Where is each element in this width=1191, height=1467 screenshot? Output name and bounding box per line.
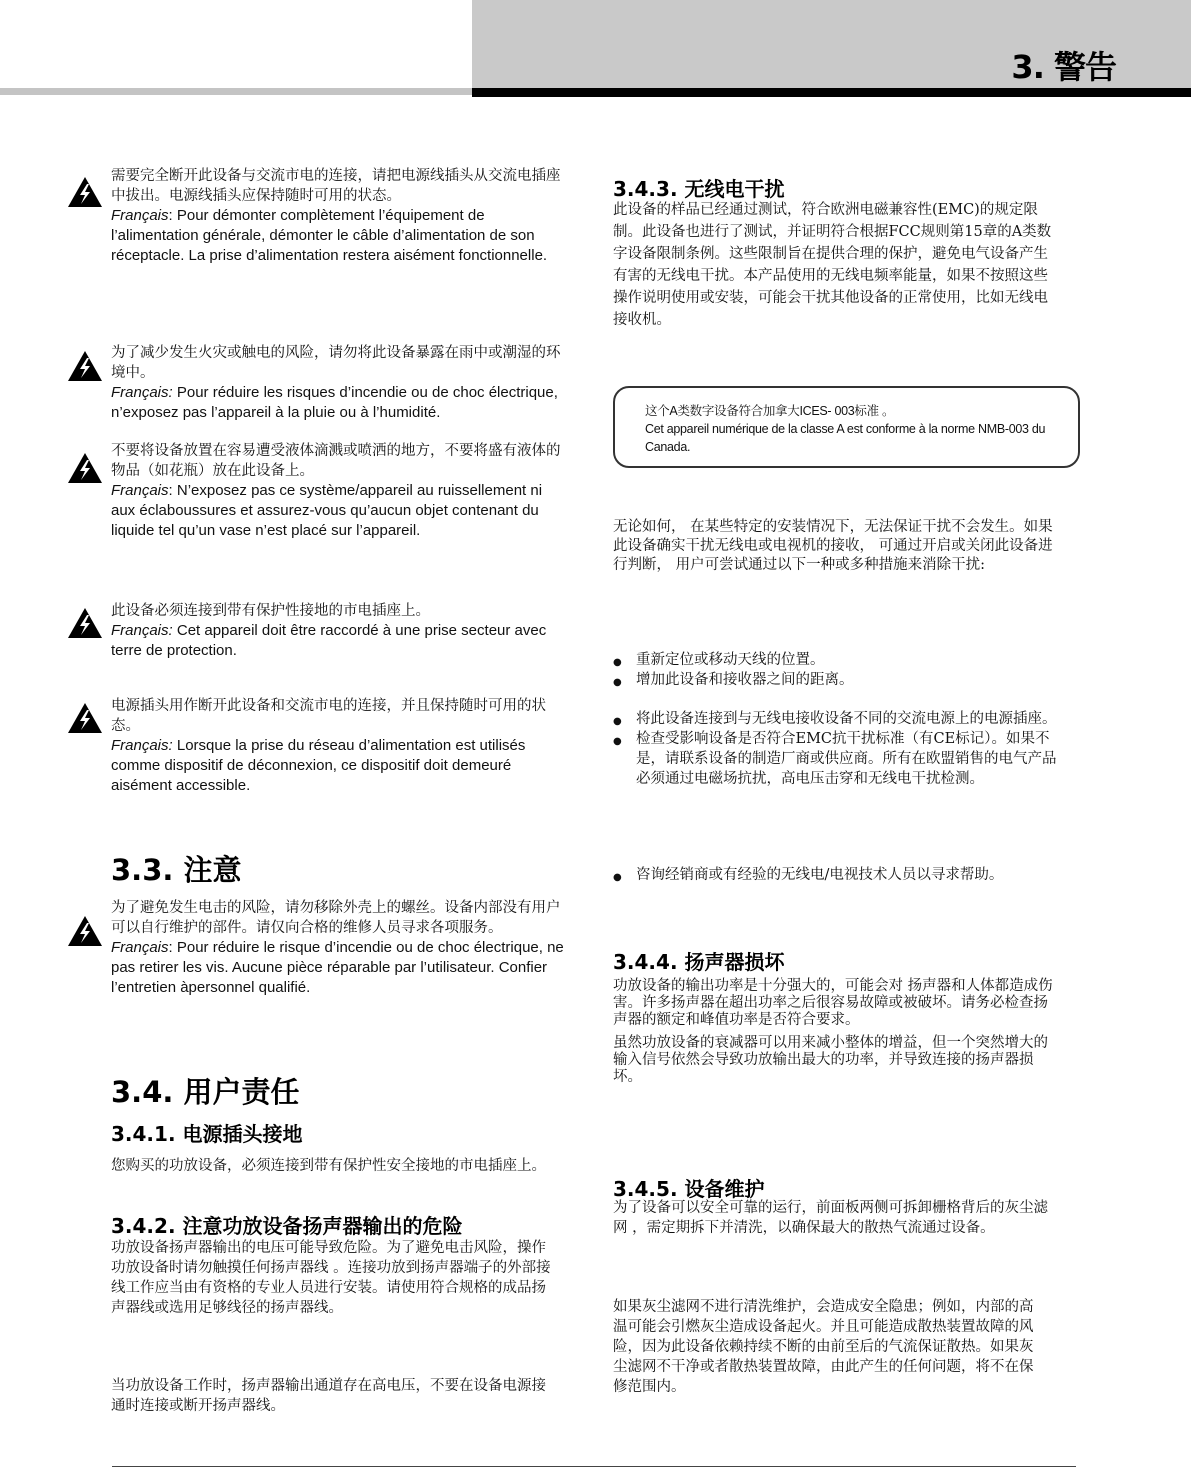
warning-3 xyxy=(111,441,569,541)
section-3-4-3-p2: 无论如何， 在某些特定的安装情况下，无法保证干扰不会发生。如果此设备确实干扰无线电或电视机的接收， 可通过开启或关闭此设备进行判断， 用户可尝试通过以下一种或多种措施来消除干扰: xyxy=(613,519,1053,573)
section-3-4-2-p2: 当功放设备工作时，扬声器输出通道存在高电压，不要在设备电源接通时连接或断开扬声器线。 xyxy=(111,1378,546,1414)
warning-1-zh: 需要完全断开此设备与交流市电的连接，请把电源线插头从交流电插座中拔出。电源线插头应保持随时可用的状态。 xyxy=(111,168,561,204)
list-item: ● 增加此设备和接收器之间的距离。 xyxy=(613,670,1063,690)
page-title: 3. 警告 xyxy=(1011,48,1116,86)
warning-icon xyxy=(67,702,103,734)
section-3-4-1-text: 您购买的功放设备，必须连接到带有保护性安全接地的市电插座上。 xyxy=(111,1158,546,1174)
canada-notice-zh: 这个A类数字设备符合加拿大ICES- 003标准 。 xyxy=(645,404,895,418)
list-item: ● 将此设备连接到与无线电接收设备不同的交流电源上的电源插座。 xyxy=(613,709,1063,729)
list-item: ● 重新定位或移动天线的位置。 xyxy=(613,650,1063,670)
warning-5 xyxy=(111,696,569,796)
section-3-4-5-heading: 3.4.5. 设备维护 xyxy=(613,1177,765,1201)
warning-icon xyxy=(67,176,103,208)
list-item: ● 咨询经销商或有经验的无线电/电视技术人员以寻求帮助。 xyxy=(613,865,1063,885)
caution-fr: Français: Pour réduire le risque d’incendie ou de choc électrique, ne pas retirer les vis. Aucune pièce réparable par l’utilisateur. Confier l’entretien àpersonnel qualifié. xyxy=(111,939,564,996)
warning-5-fr: Français: Lorsque la prise du réseau d’alimentation est utilisés comme dispositif de déconnexion, ce dispositif doit demeuré aisément accessible. xyxy=(111,737,526,794)
header-rule xyxy=(0,88,472,95)
section-3-4-5-p2: 如果灰尘滤网不进行清洗维护，会造成安全隐患；例如，内部的高温可能会引燃灰尘造成设备起火。并且可能造成散热装置故障的风险，因为此设备依赖持续不断的由前至后的气流保证散热。如果灰尘滤网不干净或者散热装置故障，由此产生的任何问题，将不在保修范围内。 xyxy=(613,1299,1034,1395)
section-3-4-5-p1: 为了设备可以安全可靠的运行，前面板两侧可拆卸栅格背后的灰尘滤网 ，需定期拆下并清洗，以确保最大的散热气流通过设备。 xyxy=(613,1200,1048,1236)
section-3-4-4-heading: 3.4.4. 扬声器损坏 xyxy=(613,950,785,974)
section-3-4-2-p1: 功放设备扬声器输出的电压可能导致危险。为了避免电击风险，操作功放设备时请勿触摸任何扬声器线 。连接功放到扬声器端子的外部接线工作应当由有资格的专业人员进行安装。请使用符合规格的成品扬声器线或选用足够线径的扬声器线。 xyxy=(111,1240,551,1316)
warning-icon xyxy=(67,915,103,947)
warning-icon xyxy=(67,607,103,639)
section-3-4-2-heading: 3.4.2. 注意功放设备扬声器输出的危险 xyxy=(111,1214,463,1238)
warning-5-zh: 电源插头用作断开此设备和交流市电的连接，并且保持随时可用的状态。 xyxy=(111,698,546,734)
section-3-4-4-p1: 功放设备的输出功率是十分强大的，可能会对 扬声器和人体都造成伤害。许多扬声器在超出功率之后很容易故障或被破坏。请务必检查扬声器的额定和峰值功率是否符合要求。 xyxy=(613,978,1053,1028)
canada-notice-fr: Cet appareil numérique de la classe A est conforme à la norme NMB-003 du Canada. xyxy=(645,422,1046,454)
canada-notice-box xyxy=(613,386,1080,468)
section-3-3-heading: 3.3. 注意 xyxy=(111,853,242,887)
warning-2-zh: 为了减少发生火灾或触电的风险，请勿将此设备暴露在雨中或潮湿的环境中。 xyxy=(111,345,561,381)
section-3-4-4-p2: 虽然功放设备的衰减器可以用来减小整体的增益，但一个突然增大的输入信号依然会导致功放输出最大的功率，并导致连接的扬声器损坏。 xyxy=(613,1035,1048,1085)
warning-4-fr: Français: Cet appareil doit être raccordé à une prise secteur avec terre de protection. xyxy=(111,622,547,659)
caution-text xyxy=(111,898,566,998)
interference-list-c xyxy=(613,865,1063,885)
interference-list-b xyxy=(613,709,1063,789)
warning-4 xyxy=(111,601,563,661)
list-item: ● 检查受影响设备是否符合EMC抗干扰标准（有CE标记）。如果不是，请联系设备的制造厂商或供应商。所有在欧盟销售的电气产品必须通过电磁场抗扰，高电压击穿和无线电干扰检测。 xyxy=(613,729,1063,789)
warning-1 xyxy=(111,166,563,266)
section-3-4-3-heading: 3.4.3. 无线电干扰 xyxy=(613,177,785,201)
warning-3-zh: 不要将设备放置在容易遭受液体滴溅或喷洒的地方，不要将盛有液体的物品（如花瓶）放在此设备上。 xyxy=(111,443,561,479)
warning-icon xyxy=(67,452,103,484)
warning-3-fr: Français: N’exposez pas ce système/appareil au ruissellement ni aux éclaboussures et assurez-vous qu’aucun objet contenant du liquide tel qu’un vase n’est placé sur l’appareil. xyxy=(111,482,543,539)
warning-2 xyxy=(111,343,563,423)
header-bar xyxy=(472,88,1191,97)
interference-list-a xyxy=(613,650,1063,690)
section-3-4-heading: 3.4. 用户责任 xyxy=(111,1075,300,1109)
caution-zh: 为了避免发生电击的风险，请勿移除外壳上的螺丝。设备内部没有用户可以自行维护的部件。请仅向合格的维修人员寻求各项服务。 xyxy=(111,900,561,936)
warning-2-fr: Français: Pour réduire les risques d’incendie ou de choc électrique, n’exposez pas l’appareil à la pluie ou à l’humidité. xyxy=(111,384,558,421)
warning-icon xyxy=(67,350,103,382)
warning-4-zh: 此设备必须连接到带有保护性接地的市电插座上。 xyxy=(111,603,430,619)
warning-1-fr: Français: Pour démonter complètement l’équipement de l’alimentation générale, démonter le câble d’alimentation de son réceptacle. La prise d’alimentation restera aisément fonctionnelle. xyxy=(111,207,548,264)
section-3-4-3-p1: 此设备的样品已经通过测试，符合欧洲电磁兼容性(EMC)的规定限制。此设备也进行了测试，并证明符合根据FCC规则第15章的A类数字设备限制条例。这些限制旨在提供合理的保护，避免电气设备产生有害的无线电干扰。本产品使用的无线电频率能量，如果不按照这些操作说明使用或安装，可能会干扰其他设备的正常使用，比如无线电接收机。 xyxy=(613,202,1052,328)
section-3-4-1-heading: 3.4.1. 电源插头接地 xyxy=(111,1122,303,1146)
